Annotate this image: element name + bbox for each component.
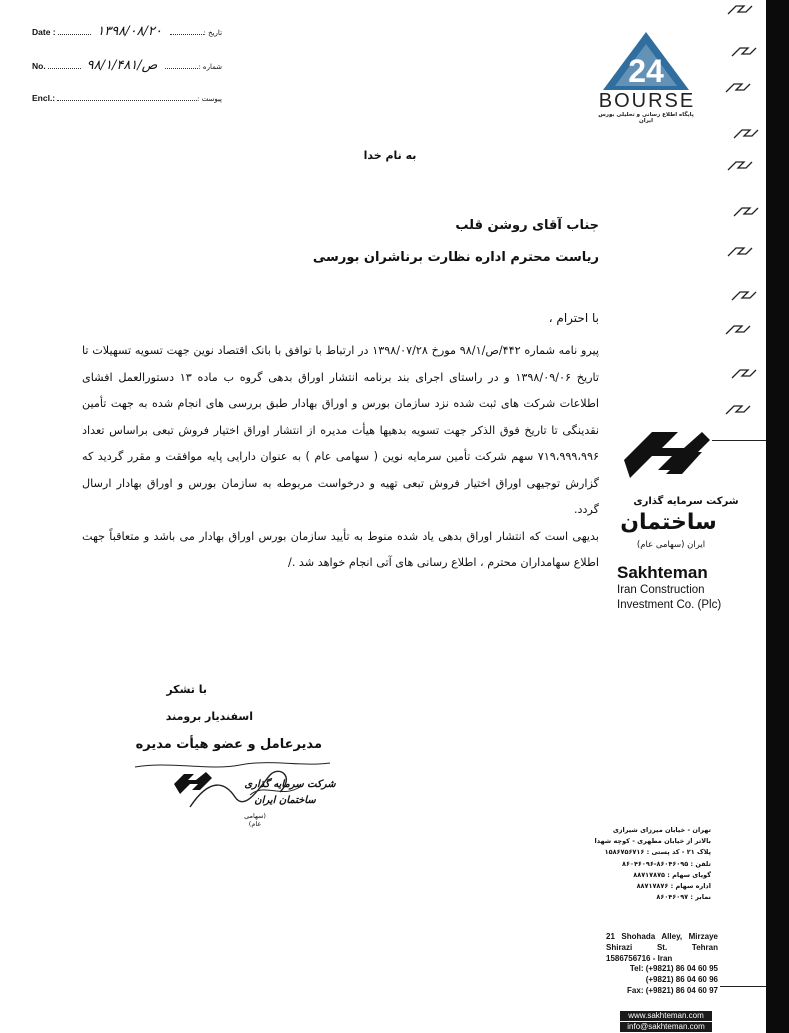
body-paragraph-2: بدیهی است که انتشار اوراق بدهی یاد شده منوط به تأیید سازمان بورس اوراق بهادار می باشد و متعاقباً جهت اطلاع سهامداران محترم ، اطلاع رسانی های آتی انجام خواهد شد ./ [82, 529, 599, 569]
number-line [48, 68, 81, 69]
contact-fa-line: تهران - خیابان میرزای شیرازی [612, 826, 711, 834]
bourse-logo-icon [601, 30, 691, 92]
addressee-title: ریاست محترم اداره نظارت برناشران بورسی [312, 250, 599, 265]
contact-fa-line: نمابر : ۸۶۰۴۶۰۹۷ [656, 893, 711, 902]
sakhteman-en-line-2: Iran Construction [617, 584, 705, 596]
contact-fa-line: تلفن : ۸۶۰۴۶۰۹۵-۸۶۰۴۶۰۹۶ [622, 859, 711, 868]
signer-title: مدیرعامل و عضو هیأت مدیره [135, 737, 322, 752]
contact-fa-line: اداره سهام : ۸۸۷۱۷۸۷۶ [636, 882, 711, 891]
encl-field [32, 93, 222, 103]
sakhteman-en-name: Sakhteman [617, 563, 708, 582]
edge-divider [720, 986, 766, 987]
contact-web-block [620, 1011, 712, 1033]
body-paragraph-1: پیرو نامه شماره ۴۴۲/ص/۹۸/۱ مورخ ۱۳۹۸/۰۷/۲۸ در ارتباط با توافق با بانک اقتصاد نوین جهت تسویه تسهیلات تا تاریخ ۱۳۹۸/۰۹/۰۶ و در راستای اجرای بند برنامه انتشار اوراق بدهی گروه ب ماده ۱۳ دستورالعمل افشای اطلاعات شرکت های ثبت شده نزد سازمان بورس و اوراق بهادار طبق بررسی های انجام شده به جهت تأمین نقدینگی تا تاریخ فوق الذکر جهت تسویه بدهیها هیأت مدیره از انتشار اوراق اختیار فروش تبعی براساس تعداد ۷۱۹،۹۹۹،۹۹۶ سهم شرکت تأمین سرمایه نوین ( سهامی عام ) به عنوان دارایی پایه موافقت و مقرر گردید که گزارش توجیهی اوراق اختیار فروش تبعی تهیه و درخواست مربوطه به سازمان بورس و اوراق بهادار ارسال گردد. [82, 344, 600, 516]
addressee-name: جناب آقای روشن قلب [455, 218, 599, 233]
contact-fa-line: بالاتر از خیابان مطهری - کوچه شهدا [594, 837, 711, 846]
sakhteman-fa-line-1: شرکت سرمایه گذاری [633, 496, 739, 507]
date-line [58, 34, 92, 35]
website-link[interactable]: www.sakhteman.com [620, 1011, 712, 1022]
contact-en-tel-1: Tel: (+9821) 86 04 60 95 [629, 964, 718, 974]
bourse-logo-tagline: پایگاه اطلاع رسانی و تحلیلی بورس ایران [598, 112, 694, 124]
contact-en-address: 21 Shohada Alley, Mirzaye Shirazi St. Tehran 1586756716 - Iran [606, 932, 718, 963]
number-line [165, 68, 198, 69]
stamp-line-2: ساختمان ایران [254, 795, 316, 806]
signer-name: اسفندیار برومند [165, 710, 253, 723]
number-label-en: No. [32, 61, 46, 71]
sakhteman-fa-line-2: ساختمان [620, 510, 717, 535]
sakhteman-fa-line-3: ایران (سهامی عام) [636, 540, 706, 550]
sakhteman-en-line-3: Investment Co. (Plc) [617, 599, 722, 611]
date-label-fa: تاریخ : [203, 29, 223, 37]
encl-label-en: Encl.: [32, 93, 56, 103]
date-label-en: Date : [32, 27, 56, 37]
encl-label-fa: پیوست : [197, 95, 222, 103]
edge-divider [712, 440, 766, 441]
contact-en-block [606, 932, 718, 997]
contact-fa-line: پلاک ۲۱ - کد پستی : ۱۵۸۶۷۵۶۷۱۶ [604, 848, 711, 857]
sakhteman-logo-icon [622, 430, 712, 492]
greeting: با احترام ، [548, 311, 599, 325]
page-edge-strip [766, 0, 789, 1033]
stamp-line-3: (سهامی عام) [244, 812, 266, 828]
encl-line [57, 100, 197, 101]
contact-en-fax: Fax: (+9821) 86 04 60 97 [627, 985, 718, 995]
contact-fa-line: گویای سهام : ۸۸۷۱۷۸۷۵ [633, 870, 711, 879]
stamp-logo-icon [170, 770, 216, 798]
date-value: ۱۳۹۸/۰۸/۲۰ [97, 24, 162, 39]
bismillah-heading: به نام خدا [363, 149, 417, 162]
number-field [32, 58, 222, 73]
stamp-line-1: شرکت سرمایه گذاری [244, 779, 336, 790]
date-line [170, 34, 204, 35]
closing-thanks: با تشکر [166, 683, 207, 696]
contact-en-tel-2: (+9821) 86 04 60 96 [645, 975, 718, 985]
letter-body [82, 338, 599, 577]
email-link[interactable]: info@sakhteman.com [620, 1022, 712, 1033]
contact-fa-block [571, 825, 711, 903]
bourse-logo-numeral: 24 [628, 53, 664, 89]
number-label-fa: شماره : [198, 63, 223, 71]
number-value: ۹۸/۱/ص/۴۸۱ [86, 58, 158, 73]
watermark-logos-icon [712, 0, 766, 430]
date-field [32, 24, 222, 39]
bourse-logo-name: BOURSE [598, 90, 696, 112]
